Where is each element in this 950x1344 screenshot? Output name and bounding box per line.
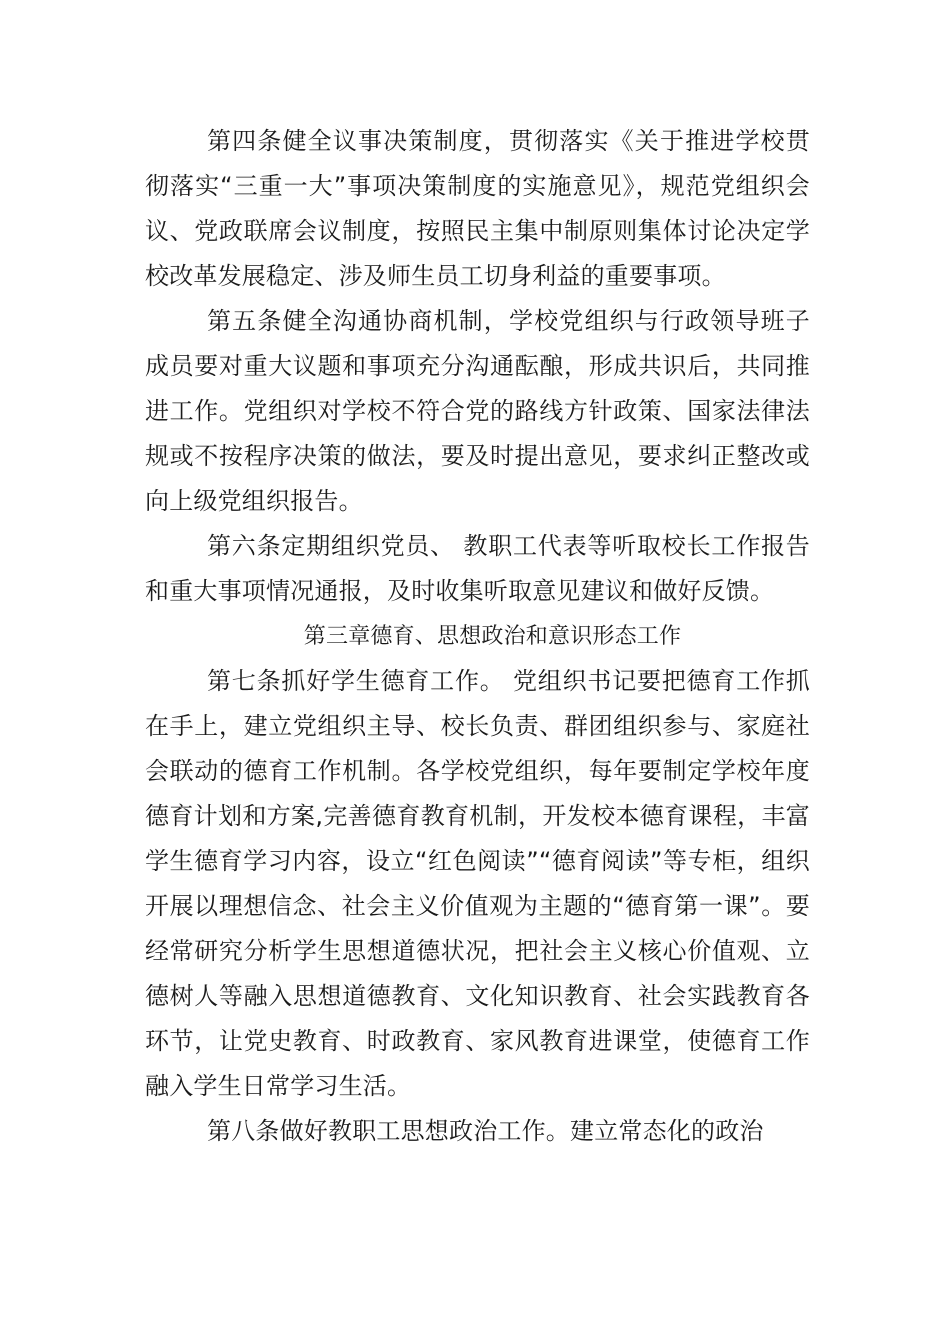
article-5-paragraph: 第五条健全沟通协商机制，学校党组织与行政领导班子成员要对重大议题和事项充分沟通酝酿，形成共识后，共同推进工作。党组织对学校不符合党的路线方针政策、国家法律法规或不按程序决策的做法，要及时提出意见，要求纠正整改或向上级党组织报告。	[145, 307, 810, 515]
chapter-heading: 第三章德育、思想政治和意识形态工作	[303, 624, 682, 649]
article-8-paragraph: 第八条做好教职工思想政治工作。建立常态化的政治	[207, 1117, 764, 1145]
article-4-paragraph: 第四条健全议事决策制度，贯彻落实《关于推进学校贯彻落实“三重一大”事项决策制度的实施意见》，规范党组织会议、党政联席会议制度，按照民主集中制原则集体讨论决定学校改革发展稳定、涉及师生员工切身利益的重要事项。	[145, 127, 810, 290]
article-7-paragraph: 第七条抓好学生德育工作。 党组织书记要把德育工作抓在手上，建立党组织主导、校长负责、群团组织参与、家庭社会联动的德育工作机制。各学校党组织，每年要制定学校年度德育计划和方案,完善德育教育机制，开发校本德育课程，丰富学生德育学习内容，设立“红色阅读”“德育阅读”等专柜，组织开展以理想信念、社会主义价值观为主题的“德育第一课”。要经常研究分析学生思想道德状况，把社会主义核心价值观、立德树人等融入思想道德教育、文化知识教育、社会实践教育各环节，让党史教育、时政教育、家风教育进课堂，使德育工作融入学生日常学习生活。	[145, 667, 810, 1100]
document-body	[145, 119, 810, 1154]
article-6-paragraph: 第六条定期组织党员、 教职工代表等听取校长工作报告和重大事项情况通报，及时收集听取意见建议和做好反馈。	[145, 532, 810, 605]
